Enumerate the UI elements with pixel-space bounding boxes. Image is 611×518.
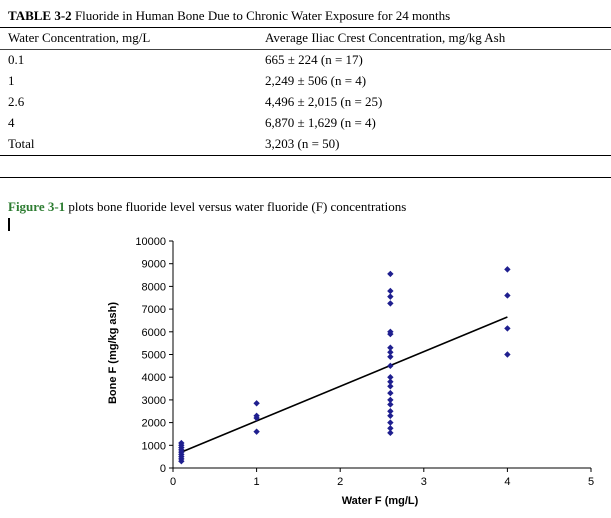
table-cell: 4,496 ± 2,015 (n = 25)	[265, 94, 383, 109]
y-tick-label: 2000	[141, 417, 166, 430]
table-cell: 665 ± 224 (n = 17)	[265, 52, 363, 67]
y-axis-label: Bone F (mg/kg ash)	[107, 301, 119, 405]
data-points	[178, 266, 510, 464]
chart-axes	[173, 241, 591, 468]
section-rule	[0, 177, 611, 178]
bone-fluoride-scatter-chart	[0, 228, 611, 518]
data-point	[504, 325, 510, 331]
table-row	[0, 92, 611, 112]
data-point	[504, 266, 510, 272]
y-tick-label: 8000	[141, 281, 166, 294]
y-tick-label: 7000	[141, 304, 166, 317]
data-point	[387, 300, 393, 306]
y-tick-label: 6000	[141, 326, 166, 339]
table-cell: 2,249 ± 506 (n = 4)	[265, 73, 367, 88]
data-point	[387, 390, 393, 396]
y-tick-label: 10000	[135, 236, 166, 248]
x-tick-label: 0	[169, 476, 177, 488]
y-tick-label: 3000	[141, 394, 166, 407]
table-header-row	[0, 28, 611, 48]
table-cell: 0.1	[8, 52, 25, 67]
data-point	[387, 288, 393, 294]
data-point	[387, 425, 393, 431]
x-tick-label: 4	[504, 476, 511, 488]
table-cell: 2.6	[8, 94, 25, 109]
data-point	[387, 344, 393, 350]
table-number: TABLE 3-2	[8, 8, 72, 23]
data-point	[387, 374, 393, 380]
data-point	[387, 419, 393, 425]
table-cell: 4	[8, 115, 15, 130]
data-point	[387, 363, 393, 369]
figure-caption-text: plots bone fluoride level versus water fluoride (F) concentrations	[65, 199, 407, 214]
table-bottom-rule	[0, 155, 611, 156]
trendline	[181, 317, 507, 452]
table-row	[0, 113, 611, 133]
table-row	[0, 50, 611, 70]
table-row	[0, 71, 611, 91]
table-cell: 6,870 ± 1,629 (n = 4)	[265, 115, 376, 130]
table-row	[0, 134, 611, 154]
x-axis-label: Water F (mg/L)	[341, 495, 419, 507]
table-cell: 3,203 (n = 50)	[265, 136, 340, 151]
x-tick-label: 5	[587, 476, 595, 488]
data-point	[387, 293, 393, 299]
y-tick-label: 0	[159, 463, 166, 475]
y-tick-label: 5000	[141, 349, 166, 362]
table-cell: Total	[8, 136, 35, 151]
table-cell: 1	[8, 73, 15, 88]
data-point	[504, 292, 510, 298]
x-tick-label: 2	[337, 476, 344, 488]
header-iliac-crest-concentration: Average Iliac Crest Concentration, mg/kg Ash	[265, 30, 506, 45]
data-point	[504, 351, 510, 357]
y-tick-label: 4000	[141, 372, 166, 385]
trendline-group	[181, 317, 507, 452]
y-tick-label: 1000	[141, 440, 166, 453]
data-point	[253, 400, 259, 406]
y-tick-label: 9000	[141, 258, 166, 271]
chart-ticks	[135, 236, 594, 488]
data-point	[253, 428, 259, 434]
figure-reference-link[interactable]: Figure 3-1	[8, 199, 66, 214]
figure-caption	[8, 199, 406, 215]
x-tick-label: 3	[420, 476, 427, 488]
table-title-text: Fluoride in Human Bone Due to Chronic Water Exposure for 24 months	[74, 8, 451, 23]
data-point	[387, 271, 393, 277]
header-water-concentration: Water Concentration, mg/L	[8, 30, 151, 45]
table-title	[8, 8, 450, 24]
data-point	[387, 408, 393, 414]
data-point	[387, 397, 393, 403]
table-header-rule	[0, 49, 611, 50]
x-tick-label: 1	[253, 476, 260, 488]
